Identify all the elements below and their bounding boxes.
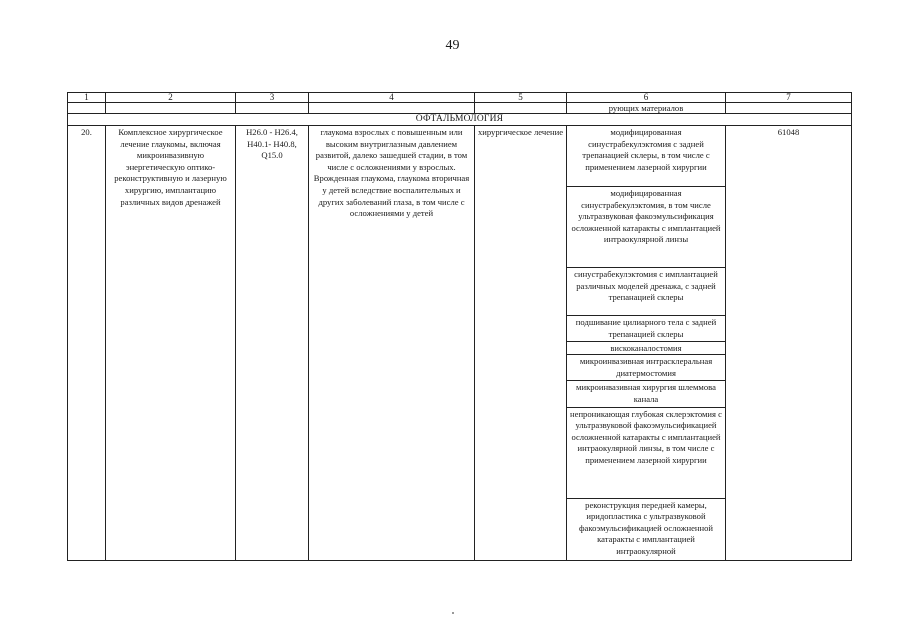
procedures-table [67, 92, 852, 561]
page-number: 49 [445, 38, 460, 53]
treatment-method: микроинвазивная хирургия шлеммова канала [567, 381, 726, 407]
treatment-method: модифицированная синустрабекулэктомия с задней трепанацией склеры, в том числе с применением лазерной хирургии [567, 126, 726, 187]
section-row [68, 114, 852, 126]
treatment-method: непроникающая глубокая склерэктомия с ультразвуковой факоэмульсификацией осложненной катаракты с имплантацией интраокулярной линзы, в том числе с применением лазерной хирургии [567, 407, 726, 498]
treatment-method: подшивание цилиарного тела с задней трепанацией склеры [567, 316, 726, 342]
column-number: 2 [106, 93, 236, 103]
empty-cell [475, 103, 567, 114]
price: 61048 [726, 126, 852, 561]
column-number: 7 [726, 93, 852, 103]
treatment-method: реконструкция передней камеры, иридопластика с ультразвуковой факоэмульсификацией осложненной катаракты с имплантацией интраокулярной [567, 498, 726, 560]
procedure-name: Комплексное хирургическое лечение глаукомы, включая микроинвазивную энергетическую оптико-реконструктивную и лазерную хирургию, имплантацию различных видов дренажей [106, 126, 236, 561]
continuation-row [68, 103, 852, 114]
treatment-type: хирургическое лечение [475, 126, 567, 561]
column-number: 3 [236, 93, 309, 103]
treatment-method: микроинвазивная интрасклеральная диатермостомия [567, 355, 726, 381]
column-number: 1 [68, 93, 106, 103]
continuation-text: рующих материалов [567, 103, 726, 114]
row-number: 20. [68, 126, 106, 561]
section-title: ОФТАЛЬМОЛОГИЯ [68, 114, 852, 126]
column-number: 5 [475, 93, 567, 103]
scan-speck [452, 612, 454, 614]
treatment-method: вискоканалостомия [567, 342, 726, 355]
column-number: 4 [309, 93, 475, 103]
patient-model: глаукома взрослых с повышенным или высоким внутриглазным давлением развитой, далеко зашедшей стадии, в том числе с осложнениями у взрослых. Врожденная глаукома, глаукома вторичная у детей вследствие воспалительных и других заболеваний глаза, в том числе с осложнениями у детей [309, 126, 475, 561]
empty-cell [726, 103, 852, 114]
empty-cell [68, 103, 106, 114]
empty-cell [309, 103, 475, 114]
treatment-method: модифицированная синустрабекулэктомия, в том числе ультразвуковая факоэмульсификация осложненной катаракты с имплантацией интраокулярной линзы [567, 187, 726, 268]
table-row [68, 126, 852, 187]
treatment-method: синустрабекулэктомия с имплантацией различных моделей дренажа, с задней трепанацией склеры [567, 268, 726, 316]
column-number: 6 [567, 93, 726, 103]
empty-cell [236, 103, 309, 114]
column-number-row [68, 93, 852, 103]
icd-codes: H26.0 - H26.4, H40.1- H40.8, Q15.0 [236, 126, 309, 561]
empty-cell [106, 103, 236, 114]
